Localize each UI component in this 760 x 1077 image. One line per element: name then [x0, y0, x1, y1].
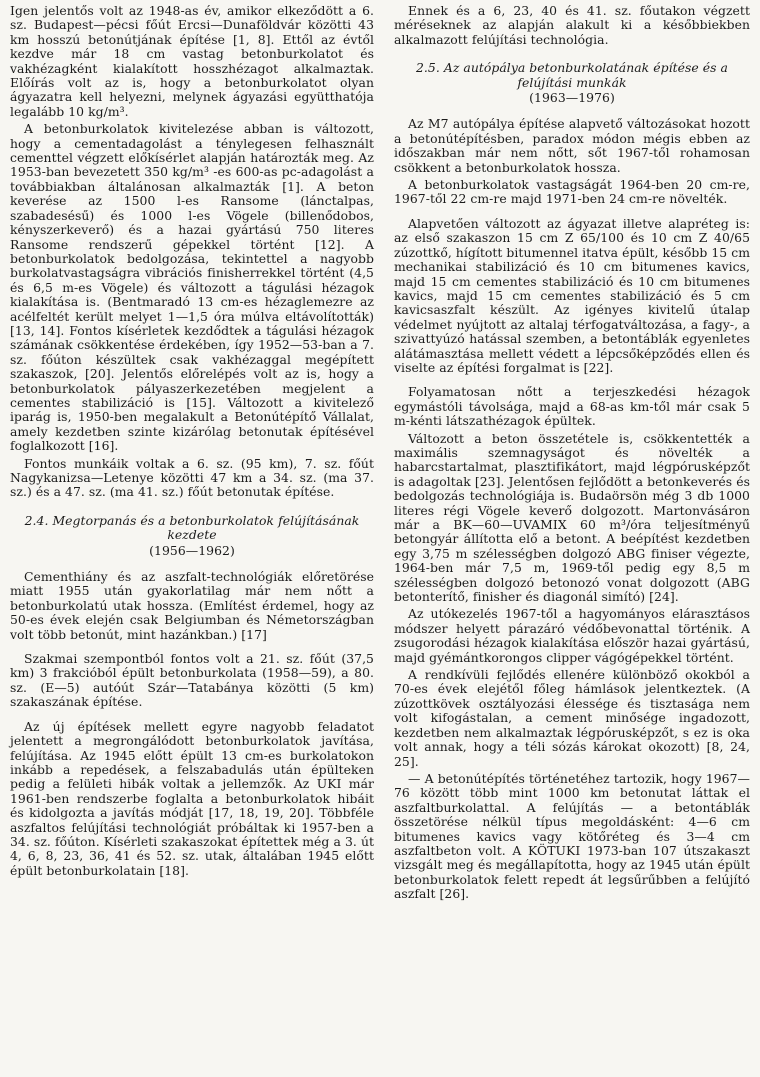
- paragraph: Az utókezelés 1967-től a hagyományos elárasztásos módszer helyett párazáró védőbevonattal történik. A zsugorodási hézagok kialakítása először hazai gyártású, majd gyémántkorongos clipper vágógépekkel történt.: [394, 606, 750, 665]
- paragraph: Fontos munkáik voltak a 6. sz. (95 km), 7. sz. főút Nagykanizsa—Letenye közötti 47 km a 34. sz. (ma 37. sz.) és a 47. sz. (ma 41. sz.) főút betonutak építése.: [10, 455, 374, 500]
- section-years: (1963—1976): [529, 90, 615, 106]
- paragraph: Változott a beton összetétele is, csökkentették a maximális szemnagyságot és növelték a habarcstartalmat, plasztifikátort, majd légpórusképzőt is adagoltak [23]. Jelentősen fejlődött a betonkeverés és bedolgozás technológiája is. Budaörsön még 3 db 1000 literes régi Vögele keverő dolgozott. Martonvásáron már a BK—60—UVAMIX 60 m³/óra teljesítményű betongyár állította elő a betont. A beépítést kezdetben egy 3,75 m szélességben dolgozó ABG finiser végezte, 1964-ben már 7,5 m, 1969-től pedig egy 8,5 m szélességben dolgozó betonozó vonat dolgozott (ABG betonterítő, finisher és diagonál simító) [24].: [394, 430, 750, 605]
- paragraph: A rendkívüli fejlődés ellenére különböző okokból a 70-es évek elejétől főleg hámlások jelentkeztek. (A zúzottkövek osztályozási élessége és tisztasága nem volt kifogástalan, a cement minősége ingadozott, kezdetben nem alkalmaztak légpórusképzőt, s ez is oka volt annak, hogy a téli sózás károkat okozott) [8, 24, 25].: [394, 667, 750, 769]
- paragraph: Igen jelentős volt az 1948-as év, amikor elkeződött a 6. sz. Budapest—pécsi főút Ercsi—Dunaföldvár közötti 43 km hosszú betonútjának építése [1, 8]. Ettől az évtől kezdve már 18 cm vastag betonburkolatot és vakhézagként kialakított hosszhézagot alkalmaztak. Előírás volt az is, hogy a betonburkolatot olyan ágyazatra kell helyezni, melynek ágyazási együtthatója legalább 10 kg/m³.: [10, 3, 374, 119]
- paragraph: A betonburkolatok vastagságát 1964-ben 20 cm-re, 1967-től 22 cm-re majd 1971-ben 24 cm-re növelték.: [394, 177, 750, 207]
- paragraph: Cementhiány és az aszfalt-technológiák előretörése miatt 1955 után gyakorlatilag már nem nőtt a betonburkolatú utak hossza. (Említést érdemel, hogy az 50-es évek elején csak Belgiumban és Németországban volt több betonút, mint hazánkban.) [17]: [10, 569, 374, 642]
- paragraph: Szakmai szempontból fontos volt a 21. sz. főút (37,5 km) 3 frakcióból épült betonburkolata (1958—59), a 80. sz. (E—5) autóút Szár—Tatabánya közötti (5 km) szakaszának építése.: [10, 651, 374, 710]
- paragraph: Ennek és a 6, 23, 40 és 41. sz. főutakon végzett méréseknek az alapján alakult ki a későbbiekben alkalmazott felújítási technológia.: [394, 3, 750, 47]
- paragraph: Alapvetően változott az ágyazat illetve alapréteg is: az első szakaszon 15 cm Z 65/100 és 10 cm Z 40/65 zúzottkő, hígított bitumennel itatva épült, később 15 cm mechanikai stabilizáció és 10 cm bitumenes kavics, majd 15 cm cementes stabilizáció és 10 cm bitumenes kavics, majd 15 cm cementes stabilizáció és 5 cm kavicsaszfalt készült. Az igényes kivitelű útalap védelmet nyújtott az altalaj térfogatváltozása, a fagy-, a szivattyúzó hatással szemben, a betontáblák egyenletes alátámasztása mellett védett a lépcsőképződés ellen és viselte az építési forgalmat is [22].: [394, 215, 750, 375]
- left-column: [10, 4, 374, 1077]
- paragraph: Az új építések mellett egyre nagyobb feladatot jelentett a megrongálódott betonburkolatok javítása, felújítása. Az 1945 előtt épült 13 cm-es burkolatokon inkább a repedések, a felszabadulás után épülteken pedig a felületi hibák voltak a jellemzők. Az UKI már 1961-ben rendszerbe foglalta a betonburkolatok hibáit és kidolgozta a javítás módját [17, 18, 19, 20]. Többféle aszfaltos felújítási technológiát próbáltak ki 1957-ben a 34. sz. főúton. Kísérleti szakaszokat építettek még a 3. út 4, 6, 8, 23, 36, 41 és 52. sz. utak, általában 1945 előtt épült betonburkolatain [18].: [10, 718, 374, 878]
- paragraph: A betonburkolatok kivitelezése abban is változott, hogy a cementadagolást a ténylegesen felhasznált cementtel végzett előkísérlet alapján határozták meg. Az 1953-ban bevezetett 350 kg/m³ -es 600-as pc-adagolást a továbbiakban általánosan alkalmazták [1]. A beton keverése az 1500 l-es Ransome (lánctalpas, szabadesésű) és 1000 l-es Vögele (billenődobos, kényszerkeverő) és a hazai gyártású 750 literes Ransome rendszerű gépekkel történt [12]. A betonburkolatok bedolgozása, tekintettel a nagyobb burkolatvastagságra vibrációs finisherrekkel történt (4,5 és 6,5 m-es Vögele) és változott a tágulási hézagok kialakítása is. (Bentmaradó 13 cm-es hézaglemezre az acélfeltét került melyet 1—1,5 óra múlva eltávolították) [13, 14]. Fontos kísérletek kezdődtek a tágulási hézagok számának csökkentése érdekében, így 1952—53-ban a 7. sz. főúton készültek csak vakhézaggal megépített szakaszok, [20]. Jelentős előrelépés volt az is, hogy a betonburkolatok pályaszerkezetében megjelent a cementes stabilizáció is [15]. Változott a kivitelező iparág is, 1950-ben megalakult a Betonútépítő Vállalat, amely kezdetben szinte kizárólag betonutak építésével foglalkozott [16].: [10, 121, 374, 454]
- section-years: (1956—1962): [149, 542, 235, 558]
- paragraph: Folyamatosan nőtt a terjeszkedési hézagok egymástóli távolsága, majd a 68-as km-től már csak 5 m-kénti látszathézagok épültek.: [394, 384, 750, 429]
- section-heading: 2.5. Az autópálya betonburkolatának építése és a felújítási munkák: [415, 60, 728, 90]
- paragraph: — A betonútépítés történetéhez tartozik, hogy 1967—76 között több mint 1000 km betonutat láttak el aszfaltburkolattal. A felújítás — a betontáblák összetörése nélkül típus megoldásként: 4—6 cm bitumenes kavics vagy kötőréteg és 3—4 cm aszfaltbeton volt. A KÖTUKI 1973-ban 107 útszakaszt vizsgált meg és megállapította, hogy az 1945 után épült betonburkolatok felett repedt át legsűrűbben a felújító aszfalt [26].: [394, 770, 750, 902]
- paragraph: Az M7 autópálya építése alapvető változásokat hozott a betonútépítésben, paradox módon mégis ebben az időszakban már nem nőtt, sőt 1967-től rohamosan csökkent a betonburkolatok hossza.: [394, 116, 750, 175]
- section-heading: 2.4. Megtorpanás és a betonburkolatok felújításának kezdete: [24, 512, 360, 543]
- right-column: [394, 4, 750, 1077]
